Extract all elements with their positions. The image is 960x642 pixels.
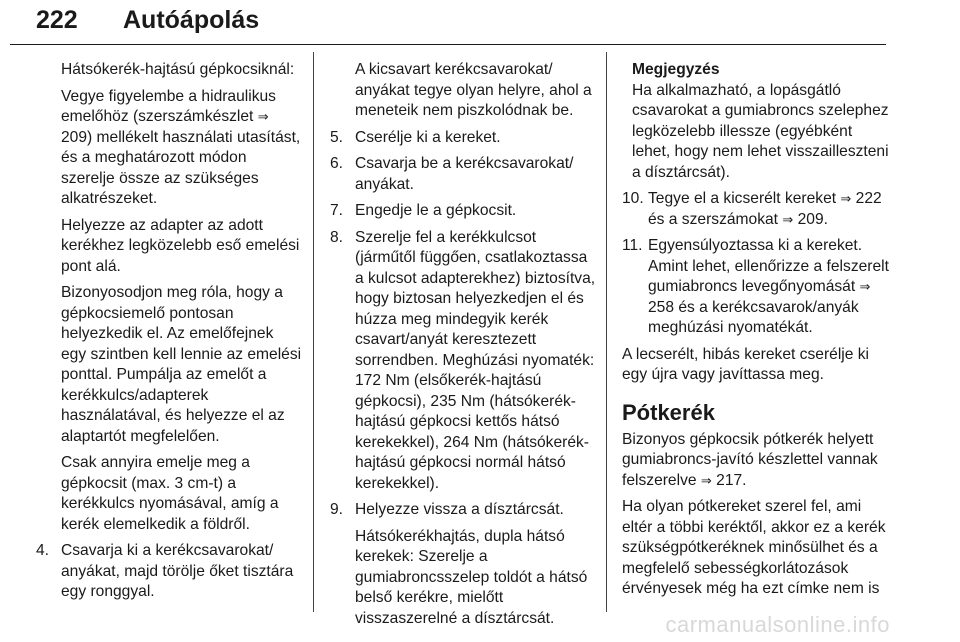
- column-2: [330, 60, 596, 635]
- list-number: 6.: [330, 155, 344, 172]
- list-text: Csavarja be a kerékcsavarokat/ anyákat.: [355, 155, 574, 193]
- paragraph: A kicsavart kerékcsavarokat/ anyákat tegye olyan helyre, ahol a meneteik nem piszkolódnak be.: [355, 61, 592, 119]
- list-text: Cserélje ki a kereket.: [355, 128, 501, 146]
- note-body: Ha alkalmazható, a lopásgátló csavarokat a gumiabroncs szelephez legközelebb illessze (egyébként lehet, hogy nem lehet visszailleszteni a dísztárcsát).: [632, 81, 889, 181]
- list-item: [330, 228, 596, 495]
- list-text: Szerelje fel a kerékkulcsot (járműtől függően, csatlakoztassa a kulcsot adapterekhez) biztosítva, hogy biztosan helyezkedjen el és húzza meg mindegyik kerék csavart/anyát keresztezett sorrendben. Meghúzási nyomaték: 172 Nm (elsőkerék-hajtású gépkocsi), 235 Nm (hátsókerék-hajtású gépkocsi kettős hátsó kerekekkel), 264 Nm (hátsókerék-hajtású gépkocsi normál hátsó kerekekkel).: [355, 228, 596, 492]
- list-text: Csavarja ki a kerékcsavarokat/ anyákat, majd törölje őket tisztára egy ronggyal.: [61, 542, 294, 600]
- list-item: [330, 500, 596, 629]
- list-number: 5.: [330, 128, 344, 146]
- paragraph: Csak annyira emelje meg a gépkocsit (max. 3 cm-t) a kerékkulcs nyomásával, amíg a kerék elemelkedik a földről.: [61, 454, 279, 533]
- reference-arrow-icon: ⇒: [782, 211, 794, 227]
- list-item: [622, 236, 890, 339]
- list-item: [622, 189, 890, 230]
- paragraph: Bizonyosodjon meg róla, hogy a gépkocsiemelő pontosan helyezkedik el. Az emelőfejnek egy szintben kell lennie az emelési ponttal. Pumpálja az emelőt a kerékkulcs/adapterek használatával, és helyezze el az alaptartót megfelelően.: [61, 284, 302, 445]
- reference-arrow-icon: ⇒: [257, 109, 269, 124]
- page-header: [10, 4, 886, 45]
- reference-arrow-icon: ⇒: [859, 279, 871, 294]
- page-title: Autóápolás: [123, 6, 260, 34]
- reference-arrow-icon: ⇒: [700, 472, 712, 488]
- section-title: Pótkerék: [622, 399, 715, 425]
- paragraph: Hátsókerékhajtás, dupla hátsó kerekek: Szerelje a gumiabroncsszelep toldót a hátsó belső kerékre, mielőtt visszaszerelné a dísztárcsát.: [355, 527, 588, 627]
- paragraph: Vegye figyelembe a hidraulikus emelőhöz (szerszámkészlet ⇒ 209) mellékelt használati utasítást, és a meghatározott módon szerelje össze az szükséges alkatrészeket.: [61, 87, 301, 207]
- note-box: [622, 60, 890, 183]
- paragraph: Hátsókerék-hajtású gépkocsiknál:: [61, 61, 295, 78]
- paragraph: A lecserélt, hibás kereket cserélje ki egy újra vagy javíttassa meg.: [622, 345, 870, 383]
- list-number: 9.: [330, 501, 344, 518]
- list-item: [330, 201, 596, 222]
- column-3: [622, 60, 890, 606]
- list-number: 11.: [622, 237, 643, 254]
- list-item: [330, 154, 596, 195]
- list-item: [330, 128, 596, 149]
- list-text: Engedje le a gépkocsit.: [355, 202, 517, 219]
- list-number: 8.: [330, 228, 344, 246]
- list-item: [36, 541, 302, 603]
- list-text: Tegye el a kicserélt kereket ⇒ 222 és a szerszámokat ⇒ 209.: [648, 190, 882, 228]
- column-divider: [606, 52, 607, 612]
- list-number: 7.: [330, 202, 344, 219]
- paragraph: Bizonyos gépkocsik pótkerék helyett gumiabroncs-javító készlettel vannak felszerelve ⇒ 217.: [622, 430, 878, 489]
- page-number: 222: [36, 6, 78, 34]
- paragraph: Helyezze az adapter az adott kerékhez legközelebb eső emelési pont alá.: [61, 216, 300, 275]
- note-title: Megjegyzés: [632, 61, 720, 78]
- list-text: [355, 500, 596, 629]
- list-number: 4.: [36, 542, 50, 559]
- column-divider: [313, 52, 314, 612]
- list-text: Egyensúlyoztassa ki a kereket. Amint lehet, ellenőrizze a felszerelt gumiabroncs levegőnyomását ⇒ 258 és a kerékcsavarok/anyák meghúzási nyomatékát.: [648, 237, 889, 336]
- paragraph: Helyezze vissza a dísztárcsát.: [355, 501, 564, 518]
- column-1: [36, 60, 302, 609]
- watermark: carmanualsonline.info: [665, 612, 890, 637]
- list-number: 10.: [622, 190, 644, 207]
- reference-arrow-icon: ⇒: [840, 191, 852, 206]
- paragraph: Ha olyan pótkereket szerel fel, ami eltér a többi keréktől, akkor ez a kerék szükségpótkeréknek minősülhet és a megfelelő sebességkorlátozások érvényesek még ha ezt címke nem is: [622, 498, 886, 597]
